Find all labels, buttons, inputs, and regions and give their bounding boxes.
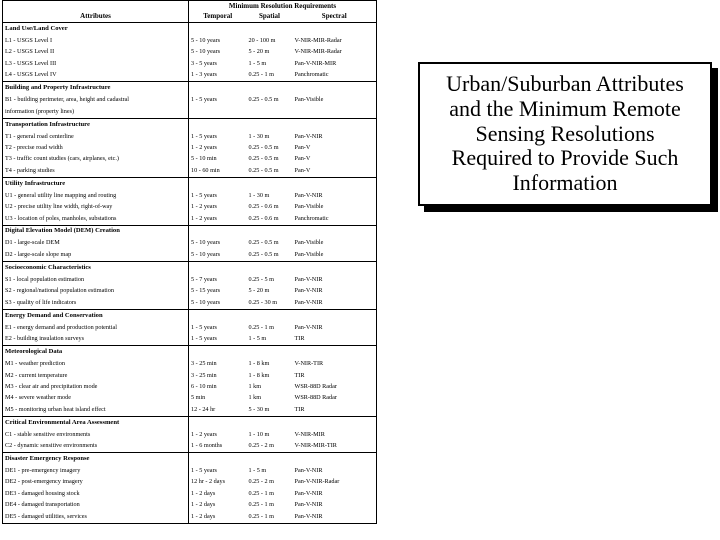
cell-temporal: 1 - 5 years xyxy=(189,466,247,477)
table-row xyxy=(3,286,377,297)
cell-spatial: 1 km xyxy=(248,394,262,402)
table-row xyxy=(3,440,377,452)
cell-temporal: 1 - 5 years xyxy=(189,95,247,106)
table-row xyxy=(3,165,377,177)
column-header-temporal: Temporal xyxy=(189,11,247,23)
table-row xyxy=(3,47,377,58)
column-header-spatial: Spatial xyxy=(247,11,293,23)
cell-attribute: T2 - precise road width xyxy=(3,142,189,153)
section-blank-cell xyxy=(293,309,377,322)
section-title: Socioeconomic Characteristics xyxy=(3,261,189,274)
cell-spectral: Pan-V-NIR xyxy=(293,274,377,285)
cell-attribute: U2 - precise utility line width, right-of-way xyxy=(3,201,189,212)
table-row xyxy=(3,106,377,118)
section-blank-cell xyxy=(247,453,293,466)
table-row xyxy=(3,249,377,261)
cell-spatial: 5 - 30 m xyxy=(248,405,270,413)
cell-attribute: DE3 - damaged housing stock xyxy=(3,488,189,499)
cell-spatial: 1 - 8 km xyxy=(248,371,270,379)
cell-spectral: Pan-Visible xyxy=(293,201,377,212)
cell-temporal: 6 - 10 min xyxy=(189,381,247,392)
cell-temporal: 1 - 3 years xyxy=(189,69,247,81)
section-title: Meteorological Data xyxy=(3,346,189,359)
cell-spatial: 0.25 - 2 m xyxy=(248,442,274,450)
cell-temporal: 5 - 10 years xyxy=(189,47,247,58)
cell-attribute: S2 - regional/national population estimation xyxy=(3,286,189,297)
table-row xyxy=(3,488,377,499)
cell-temporal: 5 - 10 years xyxy=(189,35,247,46)
section-header-row xyxy=(3,177,377,190)
section-blank-cell xyxy=(189,225,247,238)
cell-spectral: V-NIR-MIR xyxy=(293,429,377,440)
cell-attribute: M1 - weather prediction xyxy=(3,359,189,370)
cell-attribute: M2 - current temperature xyxy=(3,370,189,381)
slide-title xyxy=(446,72,684,195)
cell-attribute: M4 - severe weather mode xyxy=(3,393,189,404)
table-row xyxy=(3,95,377,106)
cell-spatial: 1 - 8 km xyxy=(248,360,270,368)
table-row xyxy=(3,466,377,477)
cell-temporal: 5 - 15 years xyxy=(189,286,247,297)
section-blank-cell xyxy=(247,177,293,190)
section-title: Transportation Infrastructure xyxy=(3,118,189,131)
cell-attribute: D2 - large-scale slope map xyxy=(3,249,189,261)
cell-attribute: L1 - USGS Level I xyxy=(3,35,189,46)
cell-spatial: 5 - 20 m xyxy=(248,287,270,295)
section-blank-cell xyxy=(247,118,293,131)
cell-spectral: TIR xyxy=(293,404,377,416)
cell-spatial: 0.25 - 0.5 m xyxy=(248,96,279,104)
table-row xyxy=(3,142,377,153)
cell-spectral: Panchromatic xyxy=(293,69,377,81)
section-header-row xyxy=(3,225,377,238)
title-line: Sensing Resolutions xyxy=(475,120,655,146)
cell-spectral xyxy=(293,106,377,118)
table-row xyxy=(3,201,377,212)
cell-spectral: WSR-88D Radar xyxy=(293,393,377,404)
cell-temporal: 5 - 10 years xyxy=(189,297,247,309)
cell-spatial: 0.25 - 1 m xyxy=(248,489,274,497)
table-row xyxy=(3,190,377,201)
cell-spatial: 20 - 100 m xyxy=(248,36,276,44)
section-blank-cell xyxy=(189,261,247,274)
cell-spatial: 1 - 30 m xyxy=(248,191,270,199)
cell-spectral: TIR xyxy=(293,334,377,346)
section-header-row xyxy=(3,346,377,359)
table-row xyxy=(3,477,377,488)
table-row xyxy=(3,429,377,440)
cell-temporal: 10 - 60 min xyxy=(189,165,247,177)
section-header-row xyxy=(3,309,377,322)
cell-spectral: TIR xyxy=(293,370,377,381)
cell-spectral: Pan-V xyxy=(293,165,377,177)
table-row xyxy=(3,404,377,416)
cell-temporal: 1 - 5 years xyxy=(189,131,247,142)
cell-spatial: 1 - 5 m xyxy=(248,59,267,67)
table-row xyxy=(3,213,377,225)
cell-spatial: 0.25 - 0.5 m xyxy=(248,155,279,163)
cell-spectral: Pan-V-NIR-MIR xyxy=(293,58,377,69)
title-line: Urban/Suburban Attributes xyxy=(446,71,684,97)
cell-attribute: S1 - local population estimation xyxy=(3,274,189,285)
cell-spatial: 0.25 - 0.5 m xyxy=(248,143,279,151)
title-line: Required to Provide Such xyxy=(451,145,679,171)
cell-attribute: E1 - energy demand and production potential xyxy=(3,322,189,333)
cell-spectral: Pan-V-NIR xyxy=(293,131,377,142)
cell-spatial: 0.25 - 0.5 m xyxy=(248,166,279,174)
section-header-row xyxy=(3,82,377,95)
cell-temporal: 1 - 2 days xyxy=(189,488,247,499)
cell-attribute: T1 - general road centerline xyxy=(3,131,189,142)
cell-spatial: 5 - 20 m xyxy=(248,48,270,56)
cell-temporal: 1 - 5 years xyxy=(189,334,247,346)
cell-attribute: B1 - building perimeter, area, height and cadastral xyxy=(3,95,189,106)
group-header: Minimum Resolution Requirements xyxy=(189,1,377,12)
cell-temporal: 1 - 5 years xyxy=(189,190,247,201)
table-row xyxy=(3,69,377,81)
table-row xyxy=(3,274,377,285)
table-row xyxy=(3,334,377,346)
cell-attribute: L2 - USGS Level II xyxy=(3,47,189,58)
table-row xyxy=(3,370,377,381)
table-row xyxy=(3,297,377,309)
section-blank-cell xyxy=(189,453,247,466)
section-header-row xyxy=(3,261,377,274)
cell-spectral: Pan-Visible xyxy=(293,249,377,261)
cell-spectral: Pan-Visible xyxy=(293,95,377,106)
section-blank-cell xyxy=(189,416,247,429)
cell-spatial: 1 km xyxy=(248,382,262,390)
cell-attribute: information (property lines) xyxy=(3,106,189,118)
table-row xyxy=(3,359,377,370)
cell-attribute: D1 - large-scale DEM xyxy=(3,238,189,249)
table-row xyxy=(3,500,377,511)
cell-attribute: S3 - quality of life indicators xyxy=(3,297,189,309)
cell-spectral: V-NIR-MIR-Radar xyxy=(293,35,377,46)
section-title: Critical Environmental Area Assessment xyxy=(3,416,189,429)
section-blank-cell xyxy=(293,346,377,359)
cell-spatial: 0.25 - 0.5 m xyxy=(248,239,279,247)
cell-spectral: V-NIR-TIR xyxy=(293,359,377,370)
cell-temporal: 12 hr - 2 days xyxy=(189,477,247,488)
cell-spectral: Pan-V-NIR xyxy=(293,286,377,297)
section-header-row xyxy=(3,118,377,131)
cell-spatial: 0.25 - 0.5 m xyxy=(248,251,279,259)
cell-spectral: Pan-V-NIR xyxy=(293,297,377,309)
cell-temporal: 5 - 10 min xyxy=(189,154,247,165)
section-title: Disaster Emergency Response xyxy=(3,453,189,466)
section-title: Building and Property Infrastructure xyxy=(3,82,189,95)
cell-spectral: Pan-V-NIR-Radar xyxy=(293,477,377,488)
cell-attribute: DE5 - damaged utilities, services xyxy=(3,511,189,524)
section-blank-cell xyxy=(247,23,293,36)
cell-spectral: Pan-V-NIR xyxy=(293,190,377,201)
cell-spatial: 0.25 - 0.6 m xyxy=(248,203,279,210)
section-blank-cell xyxy=(247,416,293,429)
table-row xyxy=(3,154,377,165)
cell-spectral: Pan-V-NIR xyxy=(293,500,377,511)
cell-temporal: 1 - 2 days xyxy=(189,511,247,524)
section-header-row xyxy=(3,416,377,429)
table-row xyxy=(3,35,377,46)
cell-temporal: 3 - 5 years xyxy=(189,58,247,69)
section-blank-cell xyxy=(189,118,247,131)
cell-attribute: L3 - USGS Level III xyxy=(3,58,189,69)
header-blank-cell xyxy=(3,1,189,12)
cell-spectral: Pan-V xyxy=(293,142,377,153)
table-row xyxy=(3,322,377,333)
table-row xyxy=(3,511,377,524)
cell-temporal: 12 - 24 hr xyxy=(189,404,247,416)
section-header-row xyxy=(3,23,377,36)
cell-spectral: Pan-V-NIR xyxy=(293,466,377,477)
cell-temporal: 1 - 2 years xyxy=(189,429,247,440)
cell-spatial: 1 - 5 m xyxy=(248,467,267,475)
section-blank-cell xyxy=(293,225,377,238)
cell-spatial: 0.25 - 2 m xyxy=(248,478,274,486)
cell-spatial: 0.25 - 1 m xyxy=(248,323,274,331)
section-blank-cell xyxy=(293,177,377,190)
section-header-row xyxy=(3,453,377,466)
cell-attribute: U1 - general utility line mapping and routing xyxy=(3,190,189,201)
cell-spectral: Pan-V-NIR xyxy=(293,511,377,524)
table-row xyxy=(3,393,377,404)
cell-spatial: 1 - 30 m xyxy=(248,132,270,140)
cell-spectral: V-NIR-MIR-TIR xyxy=(293,440,377,452)
column-header-spectral: Spectral xyxy=(293,11,377,23)
cell-temporal: 1 - 2 days xyxy=(189,500,247,511)
cell-spectral: Pan-V xyxy=(293,154,377,165)
title-box xyxy=(418,62,720,214)
resolution-requirements-table xyxy=(2,0,377,524)
table-row xyxy=(3,238,377,249)
cell-attribute: DE2 - post-emergency imagery xyxy=(3,477,189,488)
cell-spatial: 0.25 - 5 m xyxy=(248,275,274,283)
cell-attribute: M5 - monitoring urban heat island effect xyxy=(3,404,189,416)
table-row xyxy=(3,58,377,69)
cell-spatial: 0.25 - 0.6 m xyxy=(248,214,279,222)
section-blank-cell xyxy=(247,309,293,322)
cell-attribute: L4 - USGS Level IV xyxy=(3,69,189,81)
cell-temporal: 1 - 6 months xyxy=(189,440,247,452)
cell-attribute: M3 - clear air and precipitation mode xyxy=(3,381,189,392)
section-blank-cell xyxy=(189,23,247,36)
title-box-frame xyxy=(418,62,712,206)
cell-spatial: 0.25 - 1 m xyxy=(248,501,274,509)
section-blank-cell xyxy=(189,82,247,95)
cell-attribute: DE1 - pre-emergency imagery xyxy=(3,466,189,477)
section-blank-cell xyxy=(293,453,377,466)
cell-attribute: U3 - location of poles, manholes, substations xyxy=(3,213,189,225)
cell-temporal: 5 min xyxy=(189,393,247,404)
cell-temporal: 5 - 10 years xyxy=(189,249,247,261)
section-blank-cell xyxy=(247,346,293,359)
cell-temporal: 1 - 2 years xyxy=(189,142,247,153)
cell-spatial: 1 - 10 m xyxy=(248,430,270,438)
section-blank-cell xyxy=(247,225,293,238)
title-line: and the Minimum Remote xyxy=(449,96,681,122)
cell-temporal: 3 - 25 min xyxy=(189,359,247,370)
section-title: Digital Elevation Model (DEM) Creation xyxy=(3,225,189,238)
section-blank-cell xyxy=(247,82,293,95)
cell-temporal: 1 - 5 years xyxy=(189,322,247,333)
section-title: Utility Infrastructure xyxy=(3,177,189,190)
table-row xyxy=(3,381,377,392)
cell-attribute: E2 - building insulation surveys xyxy=(3,334,189,346)
table-row xyxy=(3,131,377,142)
cell-temporal xyxy=(189,106,247,118)
cell-attribute: C2 - dynamic sensitive environments xyxy=(3,440,189,452)
cell-spatial: 0.25 - 30 m xyxy=(248,298,278,306)
cell-spatial: 0.25 - 1 m xyxy=(247,511,293,524)
cell-spatial xyxy=(247,106,293,118)
cell-attribute: T4 - parking studies xyxy=(3,165,189,177)
section-blank-cell xyxy=(293,118,377,131)
section-blank-cell xyxy=(293,82,377,95)
section-blank-cell xyxy=(189,309,247,322)
cell-attribute: T3 - traffic count studies (cars, airplanes, etc.) xyxy=(3,154,189,165)
cell-spectral: Pan-Visible xyxy=(293,238,377,249)
section-title: Land Use/Land Cover xyxy=(3,23,189,36)
section-blank-cell xyxy=(189,346,247,359)
section-title: Energy Demand and Conservation xyxy=(3,309,189,322)
cell-spectral: Pan-V-NIR xyxy=(293,488,377,499)
cell-spatial: 1 - 5 m xyxy=(248,335,267,343)
section-blank-cell xyxy=(293,416,377,429)
cell-temporal: 5 - 10 years xyxy=(189,238,247,249)
cell-spectral: Pan-V-NIR xyxy=(293,322,377,333)
cell-spectral: Panchromatic xyxy=(293,213,377,225)
cell-temporal: 5 - 7 years xyxy=(189,274,247,285)
cell-spectral: WSR-88D Radar xyxy=(293,381,377,392)
cell-attribute: DE4 - damaged transportation xyxy=(3,500,189,511)
cell-temporal: 1 - 2 years xyxy=(189,213,247,225)
section-blank-cell xyxy=(247,261,293,274)
section-blank-cell xyxy=(189,177,247,190)
cell-spectral: V-NIR-MIR-Radar xyxy=(293,47,377,58)
column-header-attributes: Attributes xyxy=(3,11,189,23)
cell-spatial: 0.25 - 1 m xyxy=(248,71,274,79)
section-blank-cell xyxy=(293,23,377,36)
section-blank-cell xyxy=(293,261,377,274)
cell-temporal: 1 - 2 years xyxy=(189,201,247,212)
title-line: Information xyxy=(512,169,618,195)
cell-temporal: 3 - 25 min xyxy=(189,370,247,381)
cell-attribute: C1 - stable sensitive environments xyxy=(3,429,189,440)
